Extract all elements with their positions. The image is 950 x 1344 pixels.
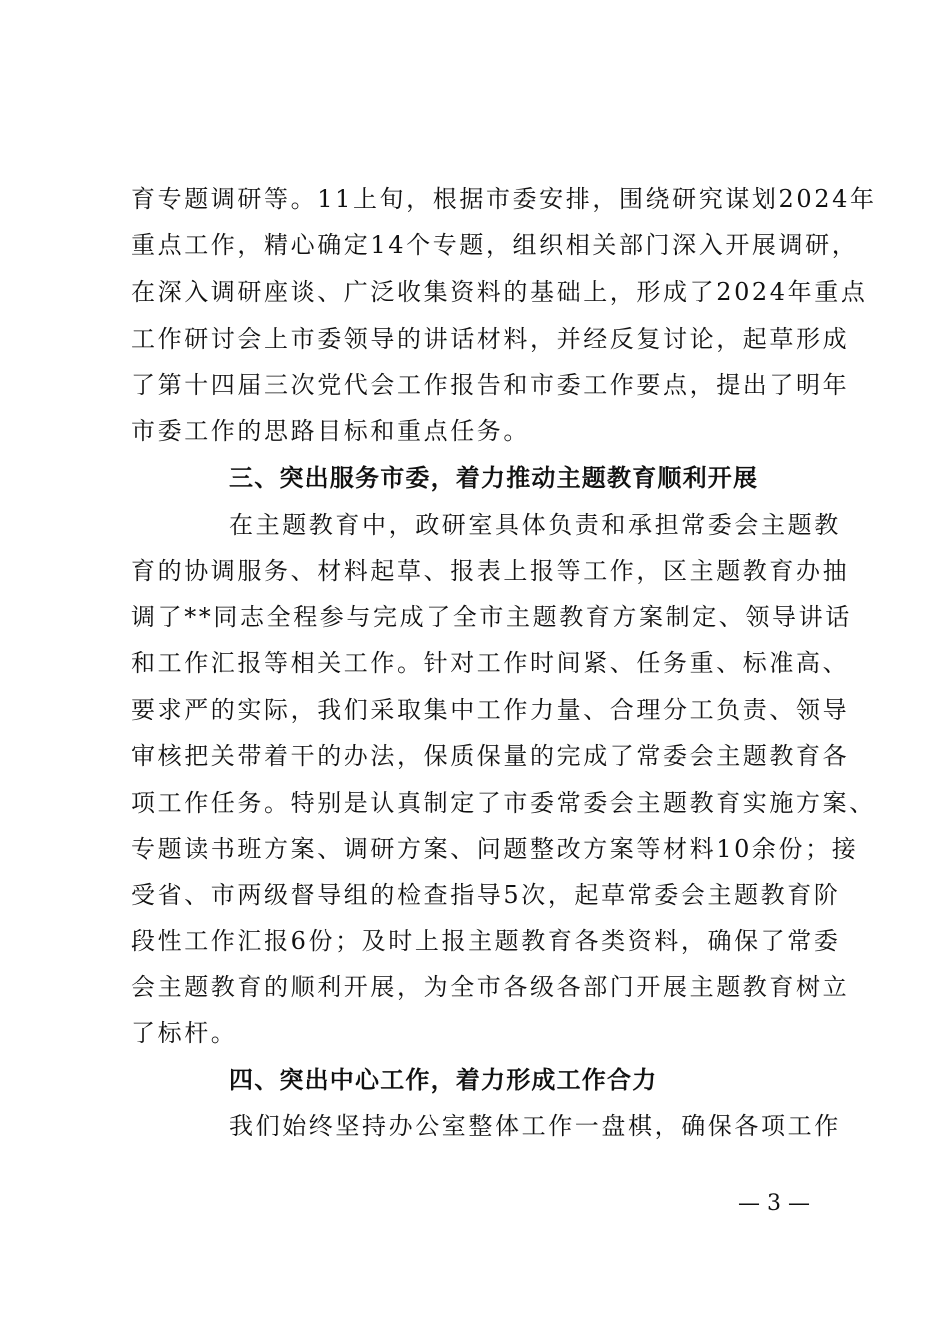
body-text-line: 在深入调研座谈、广泛收集资料的基础上，形成了2024年重点 bbox=[131, 278, 868, 306]
body-text-line: 工作研讨会上市委领导的讲话材料，并经反复讨论，起草形成 bbox=[131, 325, 850, 353]
section-heading-4: 四、突出中心工作，着力形成工作合力 bbox=[229, 1066, 658, 1094]
body-text-line: 市委工作的思路目标和重点任务。 bbox=[131, 417, 530, 445]
body-text-line: 育的协调服务、材料起草、报表上报等工作，区主题教育办抽 bbox=[131, 557, 850, 585]
body-text-line: 审核把关带着干的办法，保质保量的完成了常委会主题教育各 bbox=[131, 742, 850, 770]
page-number: — 3 — bbox=[738, 1191, 810, 1216]
section-heading-3: 三、突出服务市委，着力推动主题教育顺利开展 bbox=[229, 464, 759, 492]
body-text-line: 重点工作，精心确定14个专题，组织相关部门深入开展调研， bbox=[131, 231, 859, 259]
body-text-line: 了标杆。 bbox=[131, 1019, 238, 1047]
body-text-line: 调了**同志全程参与完成了全市主题教育方案制定、领导讲话 bbox=[131, 603, 852, 631]
body-text-line: 我们始终坚持办公室整体工作一盘棋，确保各项工作 bbox=[229, 1112, 841, 1140]
body-text-line: 在主题教育中，政研室具体负责和承担常委会主题教 bbox=[229, 511, 841, 539]
body-text-line: 段性工作汇报6份；及时上报主题教育各类资料，确保了常委 bbox=[131, 927, 841, 955]
body-text-line: 了第十四届三次党代会工作报告和市委工作要点，提出了明年 bbox=[131, 371, 850, 399]
body-text-line: 要求严的实际，我们采取集中工作力量、合理分工负责、领导 bbox=[131, 696, 850, 724]
body-text-line: 和工作汇报等相关工作。针对工作时间紧、任务重、标准高、 bbox=[131, 649, 850, 677]
body-text-line: 项工作任务。特别是认真制定了市委常委会主题教育实施方案、 bbox=[131, 789, 876, 817]
body-text-line: 会主题教育的顺利开展，为全市各级各部门开展主题教育树立 bbox=[131, 973, 850, 1001]
body-text-line: 受省、市两级督导组的检查指导5次，起草常委会主题教育阶 bbox=[131, 881, 841, 909]
body-text-line: 专题读书班方案、调研方案、问题整改方案等材料10余份；接 bbox=[131, 835, 859, 863]
body-text-line: 育专题调研等。11上旬，根据市委安排，围绕研究谋划2024年 bbox=[131, 185, 877, 213]
